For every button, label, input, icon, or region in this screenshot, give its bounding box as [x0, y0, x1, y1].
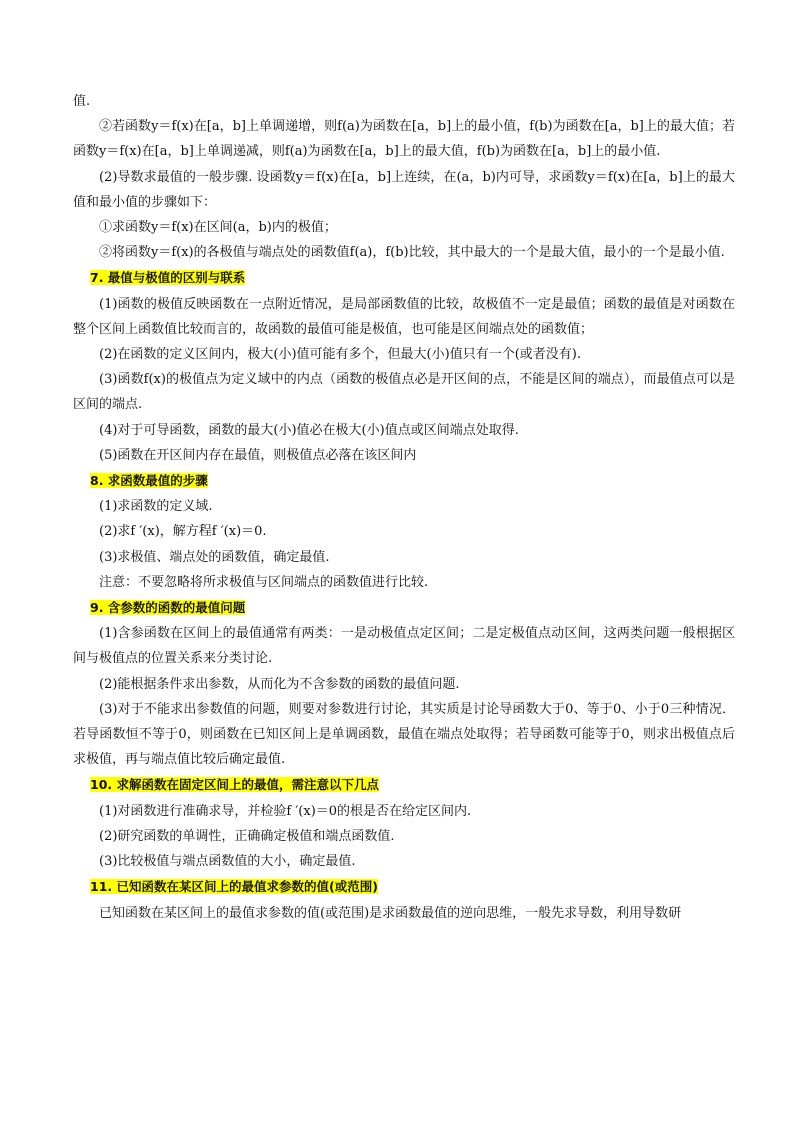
paragraph: (3)求极值、端点处的函数值，确定最值. — [99, 549, 330, 565]
paragraph: (3)函数f(x)的极值点为定义域中的内点（函数的极值点必是开区间的点，不能是区间的端点），而最值点可以是区间的端点. — [73, 372, 735, 413]
section-heading-text: 9. 含参数的函数的最值问题 — [90, 600, 246, 616]
paragraph: ①求函数y＝f(x)在区间(a，b)内的极值； — [99, 220, 337, 236]
paragraph: (4)对于可导函数，函数的最大(小)值必在极大(小)值点或区间端点处取得. — [99, 422, 519, 438]
section-heading-text: 10. 求解函数在固定区间上的最值，需注意以下几点 — [90, 777, 379, 793]
section-heading-text: 7. 最值与极值的区别与联系 — [90, 270, 246, 286]
section-heading — [73, 874, 735, 900]
paragraph: ②将函数y＝f(x)的各极值与端点处的函数值f(a)，f(b)比较，其中最大的一个是最大值，最小的一个是最小值. — [99, 245, 725, 261]
section-heading — [73, 595, 735, 621]
paragraph: (1)求函数的定义域. — [99, 499, 213, 515]
paragraph: (2)求f ′(x)，解方程f ′(x)＝0. — [99, 524, 267, 540]
paragraph: 值. — [73, 94, 91, 109]
paragraph: 注意：不要忽略将所求极值与区间端点的函数值进行比较. — [99, 574, 429, 590]
section-heading-text: 11. 已知函数在某区间上的最值求参数的值(或范围) — [90, 879, 378, 895]
paragraph: (3)比较极值与端点函数值的大小，确定最值. — [99, 854, 356, 870]
section-heading-text: 8. 求函数最值的步骤 — [90, 473, 208, 489]
paragraph: (5)函数在开区间内存在最值，则极值点必落在该区间内 — [99, 447, 417, 463]
section-heading — [73, 772, 735, 798]
paragraph: (2)能根据条件求出参数，从而化为不含参数的函数的最值问题. — [99, 676, 460, 692]
paragraph: (1)含参函数在区间上的最值通常有两类：一是动极值点定区间；二是定极值点动区间，这两类问题一般根据区间与极值点的位置关系来分类讨论. — [73, 626, 735, 667]
paragraph: (2)在函数的定义区间内，极大(小)值可能有多个，但最大(小)值只有一个(或者没有). — [99, 347, 581, 363]
document-body — [73, 89, 735, 926]
section-heading — [73, 265, 735, 291]
paragraph: ②若函数y＝f(x)在[a，b]上单调递增，则f(a)为函数在[a，b]上的最小值，f(b)为函数在[a，b]上的最大值；若函数y＝f(x)在[a，b]上单调递减，则f(a)为函数在[a，b]上的最大值，f(b)为函数在[a，b]上的最小值. — [73, 119, 735, 160]
paragraph: (2)研究函数的单调性，正确确定极值和端点函数值. — [99, 828, 395, 844]
section-heading — [73, 468, 735, 494]
paragraph: (1)对函数进行准确求导，并检验f ′(x)＝0的根是否在给定区间内. — [99, 803, 472, 819]
paragraph: 已知函数在某区间上的最值求参数的值(或范围)是求函数最值的逆向思维，一般先求导数，利用导数研 — [99, 905, 682, 921]
paragraph: (2)导数求最值的一般步骤. 设函数y＝f(x)在[a，b]上连续，在(a，b)内可导，求函数y＝f(x)在[a，b]上的最大值和最小值的步骤如下： — [73, 169, 735, 210]
paragraph: (3)对于不能求出参数值的问题，则要对参数进行讨论，其实质是讨论导函数大于0、等于0、小于0三种情况．若导函数恒不等于0，则函数在已知区间上是单调函数，最值在端点处取得；若导函数可能等于0，则求出极值点后求极值，再与端点值比较后确定最值. — [73, 701, 735, 768]
paragraph: (1)函数的极值反映函数在一点附近情况，是局部函数值的比较，故极值不一定是最值；函数的最值是对函数在整个区间上函数值比较而言的，故函数的最值可能是极值，也可能是区间端点处的函数值； — [73, 296, 735, 337]
